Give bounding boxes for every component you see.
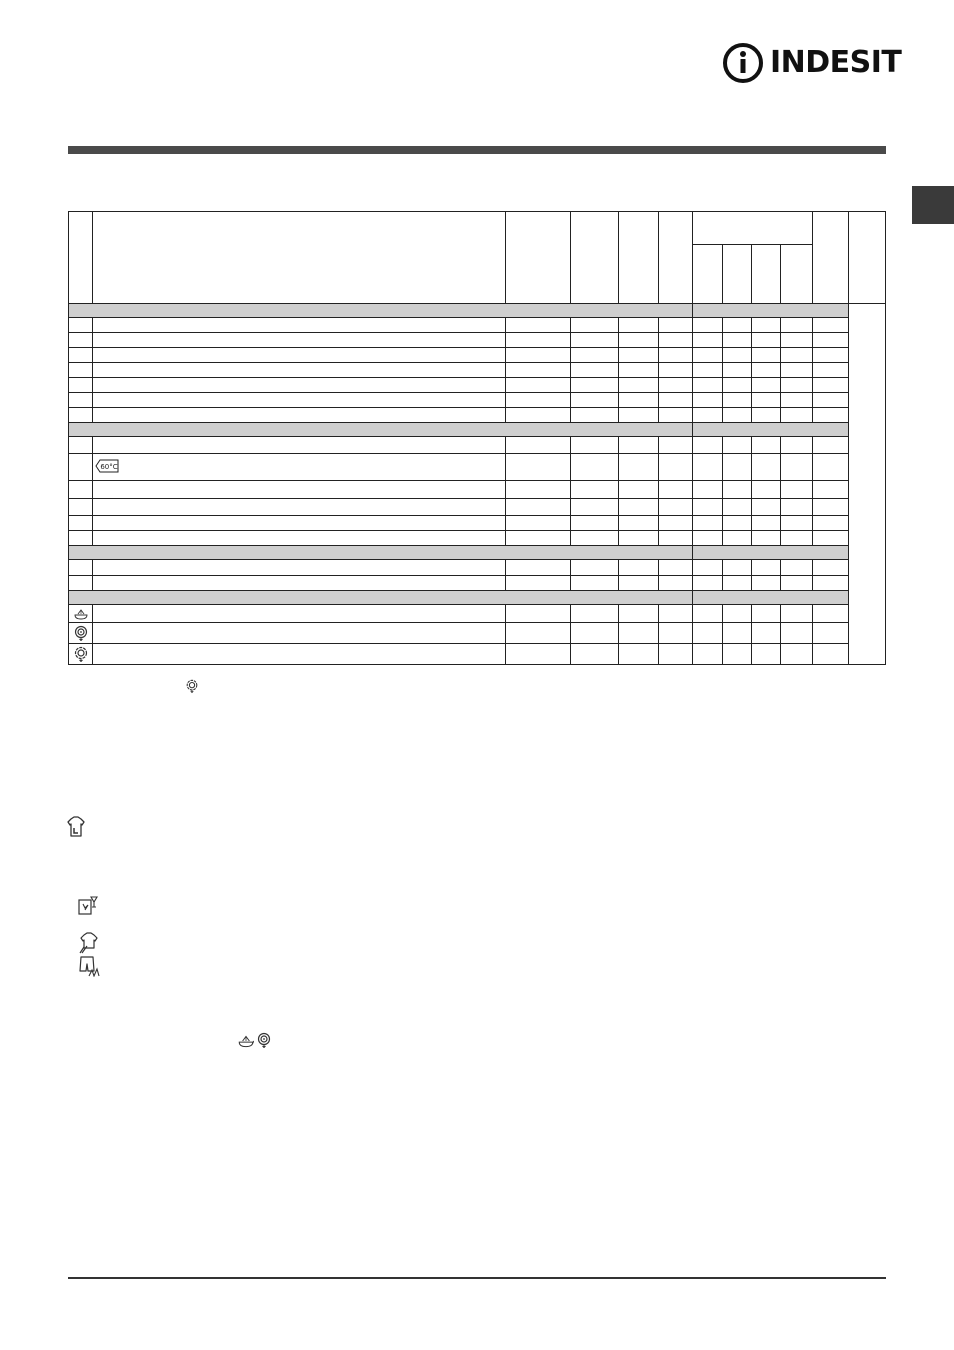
table-row xyxy=(69,363,886,378)
indesit-logo-icon xyxy=(722,40,766,86)
table-row xyxy=(69,454,886,481)
separator: , xyxy=(252,1034,255,1045)
spin-icon xyxy=(256,1032,272,1048)
table-row xyxy=(69,531,886,546)
wool-icon xyxy=(73,608,89,620)
table-row xyxy=(69,516,886,531)
section-row xyxy=(69,546,886,560)
table-header-row xyxy=(69,212,886,245)
table-row xyxy=(69,499,886,516)
table-row xyxy=(69,333,886,348)
drain-icon xyxy=(73,646,89,662)
table-row xyxy=(69,393,886,408)
section-row xyxy=(69,591,886,605)
table-row xyxy=(69,560,886,576)
header-rule xyxy=(68,146,886,154)
stain-removal-icon xyxy=(78,894,100,916)
table-row xyxy=(69,481,886,499)
spin-icon xyxy=(73,625,89,641)
table-row xyxy=(69,576,886,591)
temperature-label: 60°C xyxy=(100,463,118,471)
brand-wordmark: INDESIT xyxy=(770,45,902,80)
footer-rule xyxy=(68,1277,886,1279)
notes-column xyxy=(849,304,886,665)
table-row xyxy=(69,408,886,423)
sport-shirt-icon xyxy=(78,932,100,954)
language-tab xyxy=(912,186,954,224)
table-row xyxy=(69,605,886,623)
table-row xyxy=(69,348,886,363)
section-row xyxy=(69,423,886,437)
table-row xyxy=(69,318,886,333)
shirt-care-icon xyxy=(66,816,86,838)
spin-icon xyxy=(185,678,199,694)
table-row xyxy=(69,437,886,454)
table-row xyxy=(69,644,886,665)
table-row xyxy=(69,623,886,644)
brand-logo xyxy=(722,40,902,86)
section-row xyxy=(69,304,886,318)
programme-table xyxy=(68,211,886,665)
temperature-tag xyxy=(95,459,119,475)
table-row xyxy=(69,378,886,393)
sport-shorts-icon xyxy=(78,955,100,977)
